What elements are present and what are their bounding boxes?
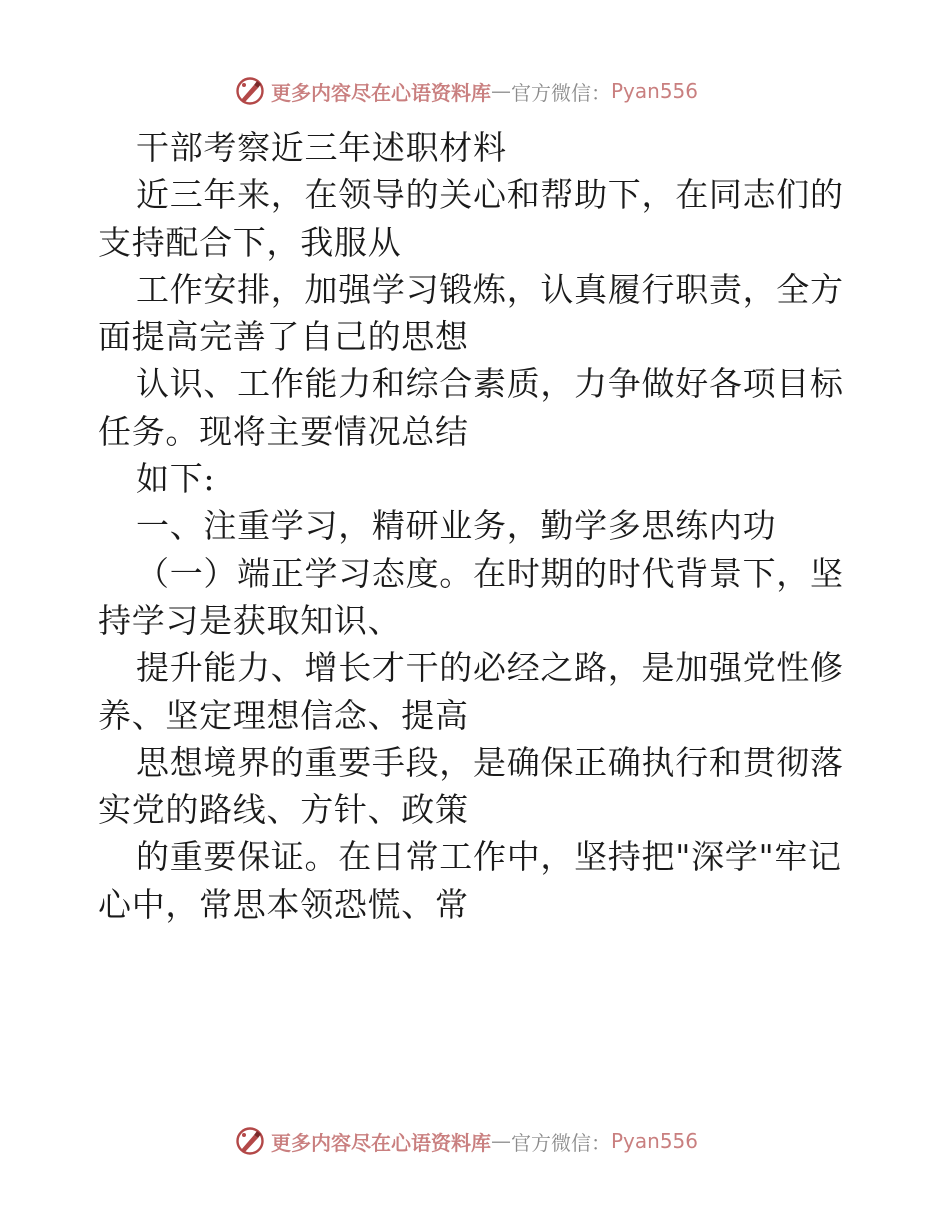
pen-logo-icon <box>235 1126 265 1156</box>
watermark-wechat-id: Pyan556 <box>611 1129 699 1153</box>
watermark-sub-text: 官方微信： <box>511 1130 611 1155</box>
watermark-dash: — <box>491 1129 511 1153</box>
body-line: 工作安排，加强学习锻炼，认真履行职责，全方 <box>136 269 844 309</box>
watermark-main-text: 更多内容尽在心语资料库 <box>271 80 491 105</box>
watermark-wechat-id: Pyan556 <box>611 79 699 103</box>
body-line: 思想境界的重要手段，是确保正确执行和贯彻落 <box>136 742 844 782</box>
body-line: 支持配合下，我服从 <box>98 222 402 262</box>
pen-logo-icon <box>235 76 265 106</box>
body-line: 提升能力、增长才干的必经之路，是加强党性修 <box>136 648 844 688</box>
body-line: 认识、工作能力和综合素质，力争做好各项目标 <box>136 364 844 404</box>
body-line: 的重要保证。在日常工作中，坚持把"深学"牢记 <box>136 837 842 877</box>
body-line: 持学习是获取知识、 <box>98 600 402 640</box>
body-line: 任务。现将主要情况总结 <box>98 411 469 451</box>
body-line: 养、坚定理想信念、提高 <box>98 695 469 735</box>
document-body <box>98 124 850 928</box>
watermark-main-text: 更多内容尽在心语资料库 <box>271 1130 491 1155</box>
header-watermark <box>235 74 698 108</box>
body-line: 如下: <box>136 459 216 499</box>
watermark-dash: — <box>491 79 511 103</box>
watermark-sub-text: 官方微信： <box>511 80 611 105</box>
body-line: （一）端正学习态度。在时期的时代背景下，坚 <box>136 553 844 593</box>
body-line: 实党的路线、方针、政策 <box>98 790 469 830</box>
footer-watermark <box>235 1124 698 1158</box>
section-heading: 一、注重学习，精研业务，勤学多思练内功 <box>136 506 777 546</box>
body-line: 面提高完善了自己的思想 <box>98 317 469 357</box>
body-line: 近三年来，在领导的关心和帮助下，在同志们的 <box>136 175 844 215</box>
body-line: 心中，常思本领恐慌、常 <box>98 884 469 924</box>
document-title: 干部考察近三年述职材料 <box>136 128 507 167</box>
